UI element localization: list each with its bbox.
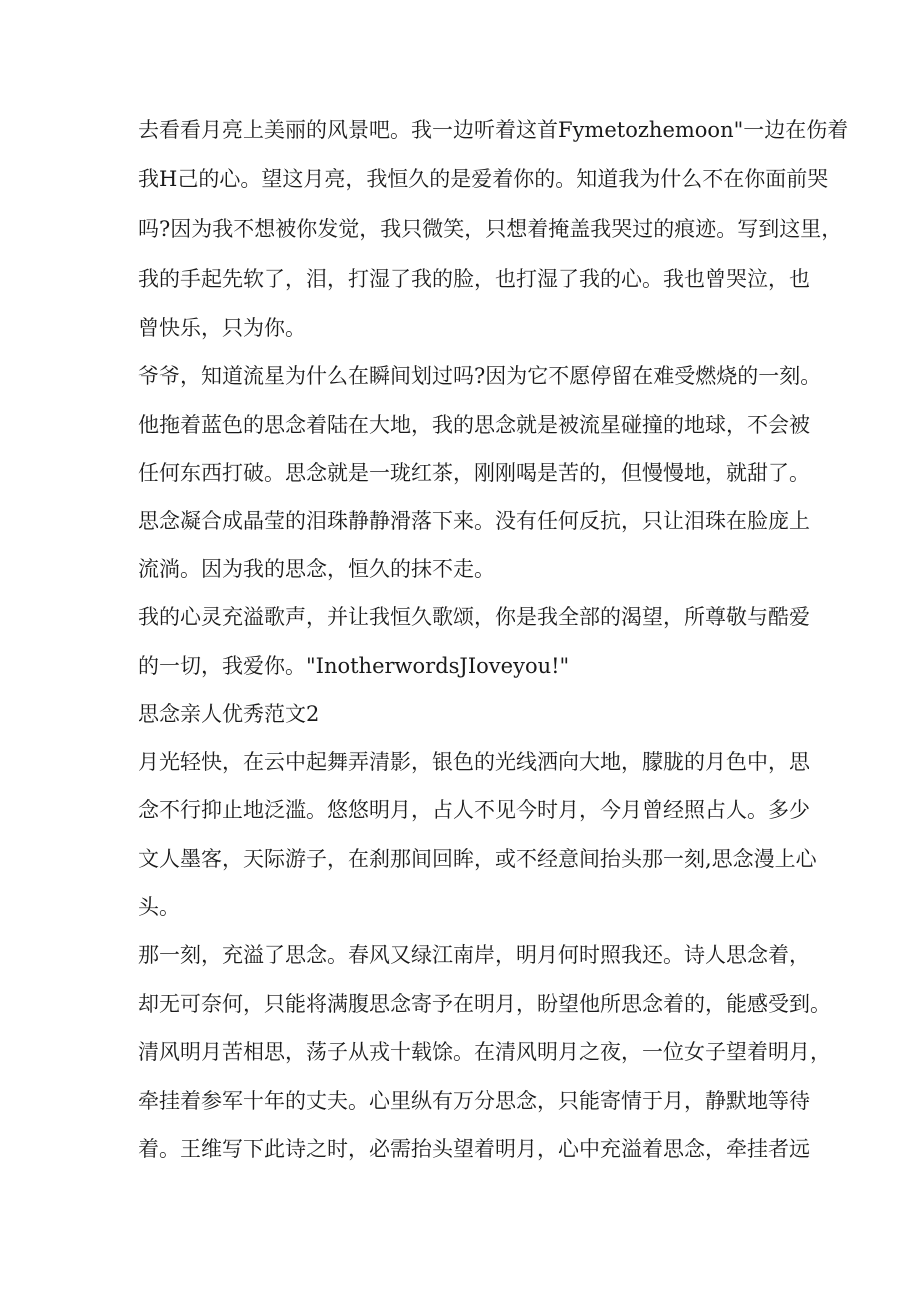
text-line: 头。 <box>138 895 180 919</box>
text-line: 曾快乐，只为你。 <box>138 316 306 340</box>
text-line: 我H己的心。望这月亮，我恒久的是爱着你的。知道我为什么不在你面前哭 <box>138 167 829 191</box>
text-line: 吗?因为我不想被你发觉，我只微笑，只想着掩盖我哭过的痕迹。写到这里， <box>138 217 843 241</box>
text-line: 爷爷，知道流星为什么在瞬间划过吗?因为它不愿停留在难受燃烧的一刻。 <box>138 364 822 388</box>
text-line: 月光轻快，在云中起舞弄清影，银色的光线洒向大地，朦胧的月色中，思 <box>138 750 810 774</box>
text-line: 那一刻，充溢了思念。春风又绿江南岸，明月何时照我还。诗人思念着， <box>138 943 810 967</box>
text-line: 文人墨客，天际游子，在刹那间回眸，或不经意间抬头那一刻,思念漫上心 <box>138 847 817 871</box>
text-line: 流淌。因为我的思念，恒久的抹不走。 <box>138 557 495 581</box>
text-line: 我的手起先软了，泪，打湿了我的脸，也打湿了我的心。我也曾哭泣，也 <box>138 267 810 291</box>
text-line: 的一切，我爱你。"InotherwordsJIoveyou!" <box>138 654 570 678</box>
text-line: 念不行抑止地泛滥。悠悠明月，占人不见今时月，今月曾经照占人。多少 <box>138 798 810 822</box>
text-line: 清风明月苦相思，荡子从戎十载馀。在清风明月之夜，一位女子望着明月， <box>138 1040 831 1064</box>
text-line: 我的心灵充溢歌声，并让我恒久歌颂，你是我全部的渴望，所尊敬与酷爱 <box>138 605 810 629</box>
text-line: 却无可奈何，只能将满腹思念寄予在明月，盼望他所思念着的，能感受到。 <box>138 992 831 1016</box>
text-line: 去看看月亮上美丽的风景吧。我一边听着这首Fymetozhemoon"一边在伤着 <box>138 118 849 142</box>
text-line: 思念凝合成晶莹的泪珠静静滑落下来。没有任何反抗，只让泪珠在脸庞上 <box>138 509 810 533</box>
text-line: 牵挂着参军十年的丈夫。心里纵有万分思念，只能寄情于月，静默地等待 <box>138 1089 810 1113</box>
section-heading: 思念亲人优秀范文2 <box>138 702 320 726</box>
text-line: 任何东西打破。思念就是一珑红茶，刚刚喝是苦的，但慢慢地，就甜了。 <box>138 461 810 485</box>
text-line: 着。王维写下此诗之时，必需抬头望着明月，心中充溢着思念，牵挂者远 <box>138 1137 810 1161</box>
text-line: 他拖着蓝色的思念着陆在大地，我的思念就是被流星碰撞的地球，不会被 <box>138 413 810 437</box>
